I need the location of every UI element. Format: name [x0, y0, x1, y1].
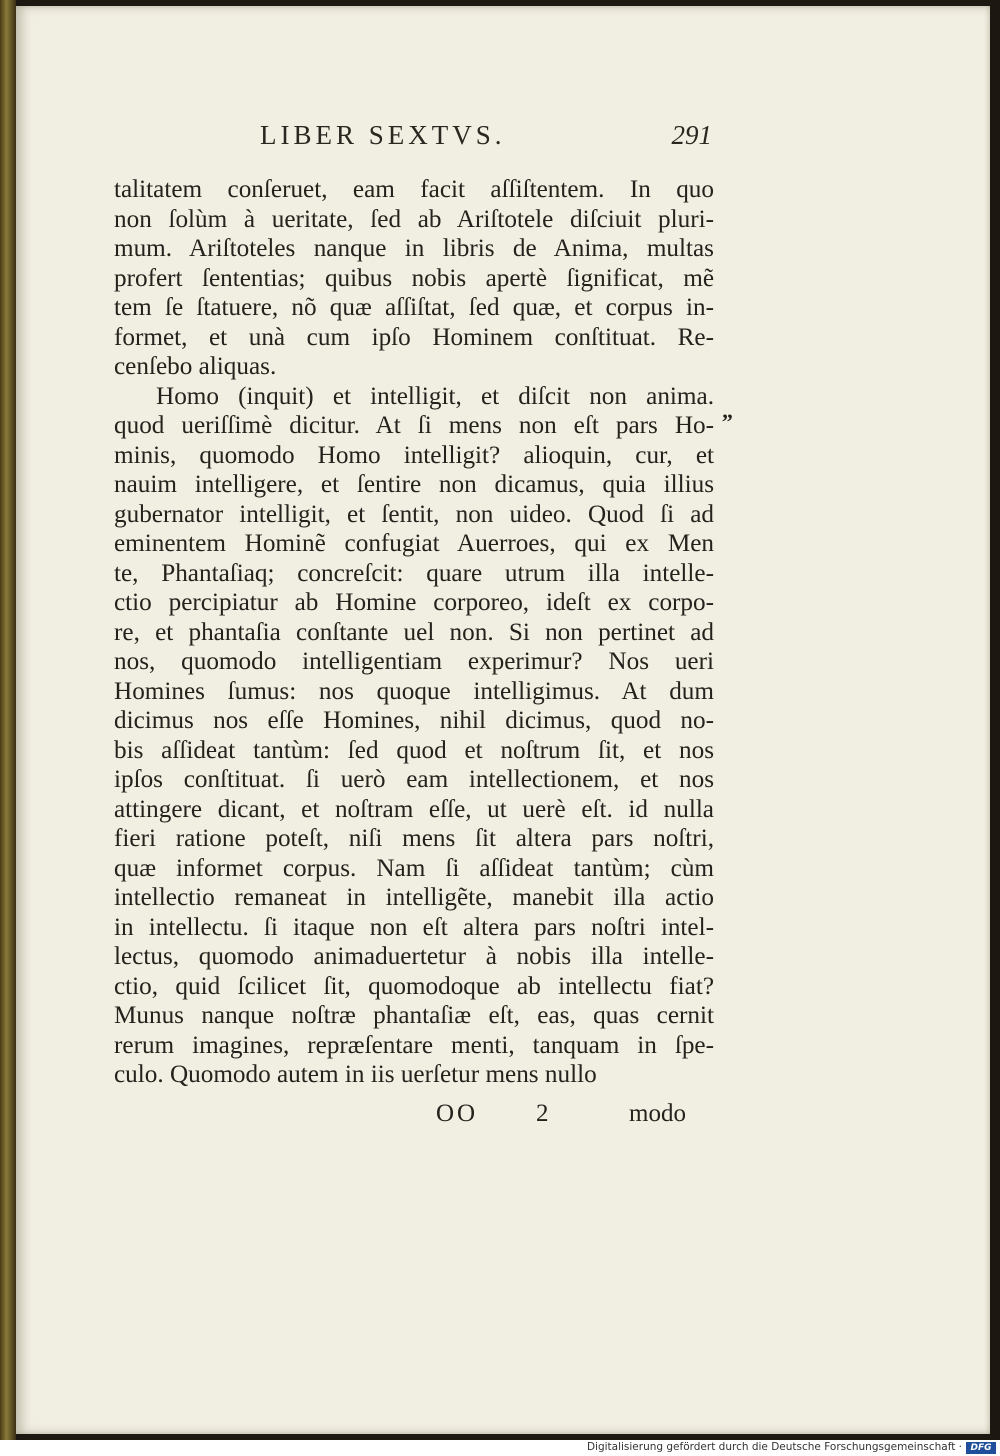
text-line: quod ueriſſimè dicitur. At ſi mens non eſt pars Ho- [114, 412, 714, 439]
text-line: ctio percipiatur ab Homine corporeo, ideſt ex corpo- [114, 589, 714, 616]
text-line: culo. Quomodo autem in iis uerſetur mens nullo [114, 1061, 597, 1088]
marginal-quote-mark: „ [722, 398, 733, 423]
text-line: profert ſententias; quibus nobis apertè ſignificat, mẽ [114, 264, 714, 292]
text-line: attingere dicant, et noſtram eſſe, ut uerè eſt. id nulla [114, 795, 714, 823]
text-line: in intellectu. ſi itaque non eſt altera pars noſtri intel- [114, 913, 714, 941]
text-line: Munus nanque noſtræ phantaſiæ eſt, eas, quas cernit [114, 1002, 714, 1029]
text-line: ipſos conſtituat. ſi uerò eam intellectionem, et nos [114, 766, 714, 793]
text-line: tem ſe ſtatuere, nõ quæ aſſiſtat, ſed quæ, et corpus in- [114, 294, 714, 321]
text-line: rerum imagines, repræſentare menti, tanquam in ſpe- [114, 1031, 714, 1059]
dfg-logo: DFG [966, 1442, 996, 1454]
text-line: cenſebo aliquas. [114, 353, 277, 380]
text-line: Homo (inquit) et intelligit, et diſcit non anima. [156, 382, 714, 410]
digitization-footer [0, 1440, 1000, 1456]
text-line: intellectio remaneat in intelligẽte, manebit illa actio [114, 884, 714, 911]
text-line: ctio, quid ſcilicet ſit, quomodoque ab intellectu fiat? [114, 972, 714, 1000]
running-title: LIBER SEXTVS. [260, 120, 506, 150]
text-line: bis aſſideat tantùm: ſed quod et noſtrum ſit, et nos [114, 736, 714, 764]
text-line: re, et phantaſia conſtante uel non. Si non pertinet ad [114, 618, 714, 646]
running-head [260, 120, 712, 160]
signature-number: 2 [536, 1100, 549, 1127]
page-number: 291 [671, 120, 712, 150]
text-line: eminentem Hominẽ confugiat Auerroes, qui ex Men [114, 530, 714, 557]
text-line: formet, et unà cum ipſo Hominem conſtituat. Re- [114, 323, 714, 351]
text-line: nauim intelligere, et ſentire non dicamus, quia illius [114, 471, 714, 498]
text-line: mum. Ariſtoteles nanque in libris de Anima, multas [114, 235, 714, 262]
text-line: non ſolùm à ueritate, ſed ab Ariſtotele diſciuit pluri- [114, 205, 714, 233]
text-line: lectus, quomodo animaduertetur à nobis illa intelle- [114, 943, 714, 970]
catchword: modo [629, 1100, 686, 1127]
text-line: Homines ſumus: nos quoque intelligimus. At dum [114, 677, 714, 705]
signature-line [436, 1100, 686, 1132]
binding-edge [0, 0, 16, 1440]
signature-mark: OO [436, 1100, 479, 1127]
text-line: dicimus nos eſſe Homines, nihil dicimus, quod no- [114, 707, 714, 734]
book-page [16, 6, 990, 1434]
text-line: te, Phantaſiaq; concreſcit: quare utrum illa intelle- [114, 559, 714, 587]
funding-credit: Digitalisierung gefördert durch die Deutsche Forschungsgemeinschaft · [586, 1441, 962, 1453]
body-text [114, 175, 714, 1090]
text-line: talitatem conſeruet, eam facit aſſiſtentem. In quo [114, 176, 714, 203]
text-line: fieri ratione poteſt, niſi mens ſit altera pars noſtri, [114, 825, 714, 852]
text-line: nos, quomodo intelligentiam experimur? Nos ueri [114, 648, 714, 675]
text-line: minis, quomodo Homo intelligit? alioquin, cur, et [114, 441, 714, 469]
text-line: gubernator intelligit, et ſentit, non uideo. Quod ſi ad [114, 500, 714, 528]
text-line: quæ informet corpus. Nam ſi aſſideat tantùm; cùm [114, 854, 714, 882]
